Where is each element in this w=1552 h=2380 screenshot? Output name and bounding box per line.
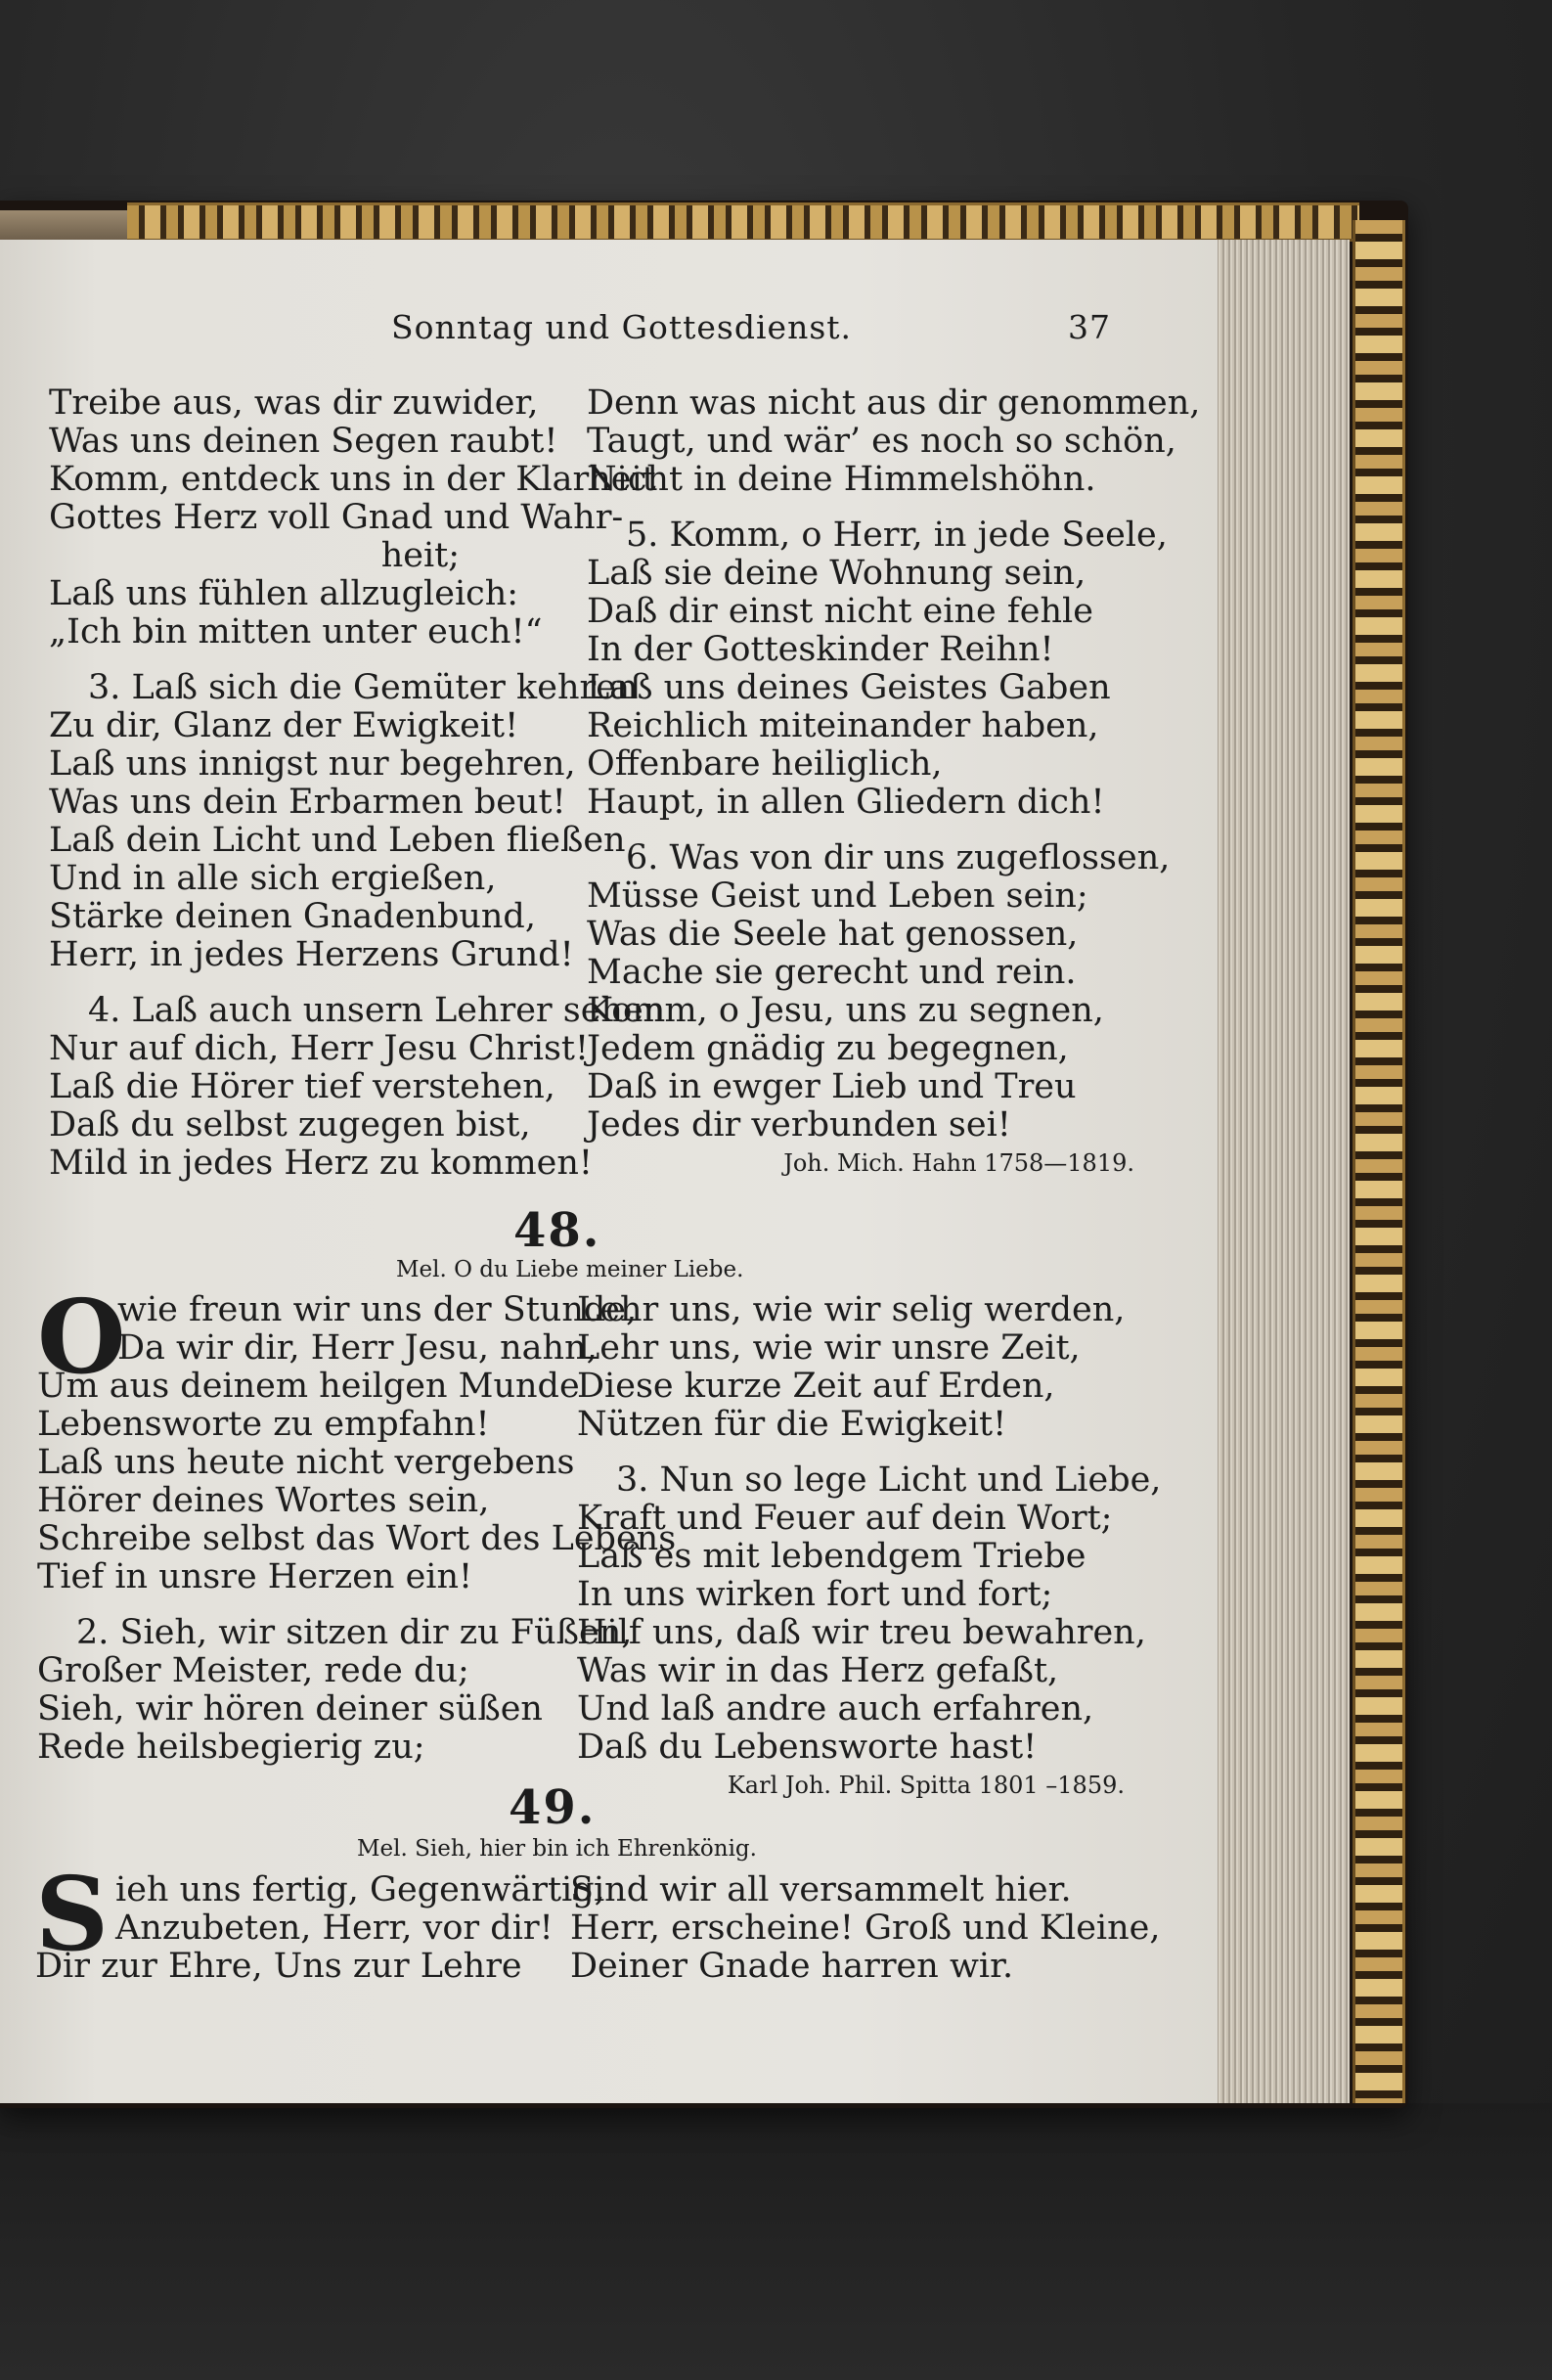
column-48-right — [577, 1290, 1162, 1805]
stanza-gap — [49, 974, 597, 992]
verse-line: Nur auf dich, Herr Jesu Christ! — [49, 1029, 590, 1068]
verse-line: Was uns deinen Segen raubt! — [49, 422, 558, 461]
page-number: 37 — [1068, 308, 1111, 346]
gilt-ornament-top — [127, 202, 1359, 242]
column-49-right — [570, 1870, 1161, 1986]
verse-line: Was die Seele hat genossen, — [587, 915, 1079, 954]
verse-line: In der Gotteskinder Reihn! — [587, 630, 1054, 669]
verse-line: 3. Laß sich die Gemüter kehren — [88, 668, 639, 707]
verse-line: Mache sie gerecht und rein. — [587, 953, 1077, 992]
verse-line: Denn was nicht aus dir genommen, — [587, 383, 1201, 423]
verse-line: Da wir dir, Herr Jesu, nahn, — [117, 1328, 598, 1368]
verse-line: Was wir in das Herz gefaßt, — [577, 1651, 1059, 1690]
verse-line: Kraft und Feuer auf dein Wort; — [577, 1499, 1113, 1538]
verse-line: Um aus deinem heilgen Munde — [37, 1367, 580, 1406]
verse-line: Laß uns heute nicht vergebens — [37, 1443, 575, 1482]
verse-line: Zu dir, Glanz der Ewigkeit! — [49, 706, 519, 745]
verse-line: Daß du selbst zugegen bist, — [49, 1105, 531, 1145]
dropcap-49: S — [35, 1854, 110, 1974]
verse-line: Daß dir einst nicht eine fehle — [587, 592, 1093, 631]
verse-line: Jedes dir verbunden sei! — [587, 1105, 1011, 1145]
verse-line: Diese kurze Zeit auf Erden, — [577, 1367, 1055, 1406]
verse-line: Anzubeten, Herr, vor dir! — [115, 1908, 554, 1948]
melody-line-48: Mel. O du Liebe meiner Liebe. — [396, 1257, 744, 1282]
verse-line: Hörer deines Wortes sein, — [37, 1481, 490, 1520]
verse-line: Nützen für die Ewigkeit! — [577, 1405, 1007, 1444]
verse-line: Müsse Geist und Leben sein; — [587, 876, 1088, 916]
verse-line: Laß uns innigst nur begehren, — [49, 744, 576, 784]
verse-line: Herr, in jedes Herzens Grund! — [49, 935, 574, 974]
column-top-left — [49, 383, 666, 1183]
verse-line: Laß sie deine Wohnung sein, — [587, 554, 1086, 593]
verse-line: Offenbare heiliglich, — [587, 744, 943, 784]
stanza-gap — [577, 1444, 1125, 1461]
verse-line: Schreibe selbst das Wort des Lebens — [37, 1519, 677, 1558]
verse-line: Komm, o Jesu, uns zu segnen, — [587, 991, 1104, 1030]
verse-line: 4. Laß auch unsern Lehrer sehen — [88, 991, 666, 1030]
author-attribution: Karl Joh. Phil. Spitta 1801 –1859. — [727, 1772, 1125, 1799]
verse-line: Reichlich miteinander haben, — [587, 706, 1099, 745]
verse-line: Rede heilsbegierig zu; — [37, 1728, 425, 1767]
verse-line: Großer Meister, rede du; — [37, 1651, 469, 1690]
verse-line: Dir zur Ehre, Uns zur Lehre — [35, 1947, 522, 1986]
page-edges — [1203, 240, 1350, 2103]
verse-line: 5. Komm, o Herr, in jede Seele, — [626, 516, 1168, 555]
column-49-left — [35, 1870, 605, 1986]
book-page — [0, 240, 1218, 2103]
melody-line-49: Mel. Sieh, hier bin ich Ehrenkönig. — [357, 1836, 757, 1862]
column-48-left — [37, 1290, 677, 1767]
verse-line: Lehr uns, wie wir unsre Zeit, — [577, 1328, 1081, 1368]
verse-line: wie freun wir uns der Stunde, — [117, 1290, 638, 1329]
verse-line: Laß die Hörer tief verstehen, — [49, 1067, 555, 1106]
cover-edge — [0, 210, 127, 240]
verse-line: 2. Sieh, wir sitzen dir zu Füßen, — [76, 1613, 633, 1652]
verse-line: Laß uns fühlen allzugleich: — [49, 574, 519, 613]
verse-line: Hilf uns, daß wir treu bewahren, — [577, 1613, 1146, 1652]
verse-line: Und in alle sich ergießen, — [49, 859, 497, 898]
hymn-number-49: 49. — [509, 1780, 597, 1835]
verse-line: Stärke deinen Gnadenbund, — [49, 897, 536, 936]
verse-line: Nicht in deine Himmelshöhn. — [587, 460, 1096, 499]
verse-line: Und laß andre auch erfahren, — [577, 1689, 1094, 1729]
verse-line: Was uns dein Erbarmen beut! — [49, 783, 566, 822]
verse-line: ieh uns fertig, Gegenwärtig, — [115, 1870, 605, 1909]
verse-line: Mild in jedes Herz zu kommen! — [49, 1144, 594, 1183]
verse-line: heit; — [380, 536, 460, 575]
verse-line: Laß es mit lebendgem Triebe — [577, 1537, 1086, 1576]
verse-line: „Ich bin mitten unter euch!“ — [49, 612, 543, 651]
verse-line: Lebensworte zu empfahn! — [37, 1405, 490, 1444]
running-head-title: Sonntag und Gottesdienst. — [391, 308, 853, 346]
verse-line: Treibe aus, was dir zuwider, — [49, 383, 539, 423]
verse-line: 6. Was von dir uns zugeflossen, — [626, 838, 1171, 877]
table-surface — [0, 2103, 1552, 2380]
running-head — [0, 308, 1134, 347]
dropcap-48: O — [37, 1277, 126, 1397]
verse-line: Taugt, und wär’ es noch so schön, — [587, 422, 1176, 461]
hymn-number-48: 48. — [513, 1203, 601, 1258]
verse-line: Daß in ewger Lieb und Treu — [587, 1067, 1077, 1106]
stanza-gap — [587, 822, 1134, 839]
verse-line: Daß du Lebensworte hast! — [577, 1728, 1038, 1767]
verse-line: Sieh, wir hören deiner süßen — [37, 1689, 543, 1729]
stanza-gap — [587, 499, 1134, 516]
verse-line: 3. Nun so lege Licht und Liebe, — [616, 1460, 1162, 1500]
verse-line: Jedem gnädig zu begegnen, — [587, 1029, 1069, 1068]
verse-line: Sind wir all versammelt hier. — [570, 1870, 1072, 1909]
verse-line: Komm, entdeck uns in der Klarheit — [49, 460, 656, 499]
column-top-right — [587, 383, 1201, 1183]
verse-line: In uns wirken fort und fort; — [577, 1575, 1053, 1614]
verse-line: Deiner Gnade harren wir. — [570, 1947, 1014, 1986]
verse-line: Lehr uns, wie wir selig werden, — [577, 1290, 1126, 1329]
stanza-gap — [49, 651, 597, 669]
verse-line: Gottes Herz voll Gnad und Wahr- — [49, 498, 624, 537]
verse-line: Laß uns deines Geistes Gaben — [587, 668, 1111, 707]
gilt-ornament-spine — [1352, 220, 1405, 2103]
verse-line: Haupt, in allen Gliedern dich! — [587, 783, 1105, 822]
verse-line: Tief in unsre Herzen ein! — [37, 1557, 473, 1596]
verse-line: Herr, erscheine! Groß und Kleine, — [570, 1908, 1161, 1948]
author-attribution: Joh. Mich. Hahn 1758—1819. — [783, 1149, 1134, 1177]
verse-line: Laß dein Licht und Leben fließen — [49, 821, 626, 860]
stanza-gap — [37, 1596, 585, 1614]
